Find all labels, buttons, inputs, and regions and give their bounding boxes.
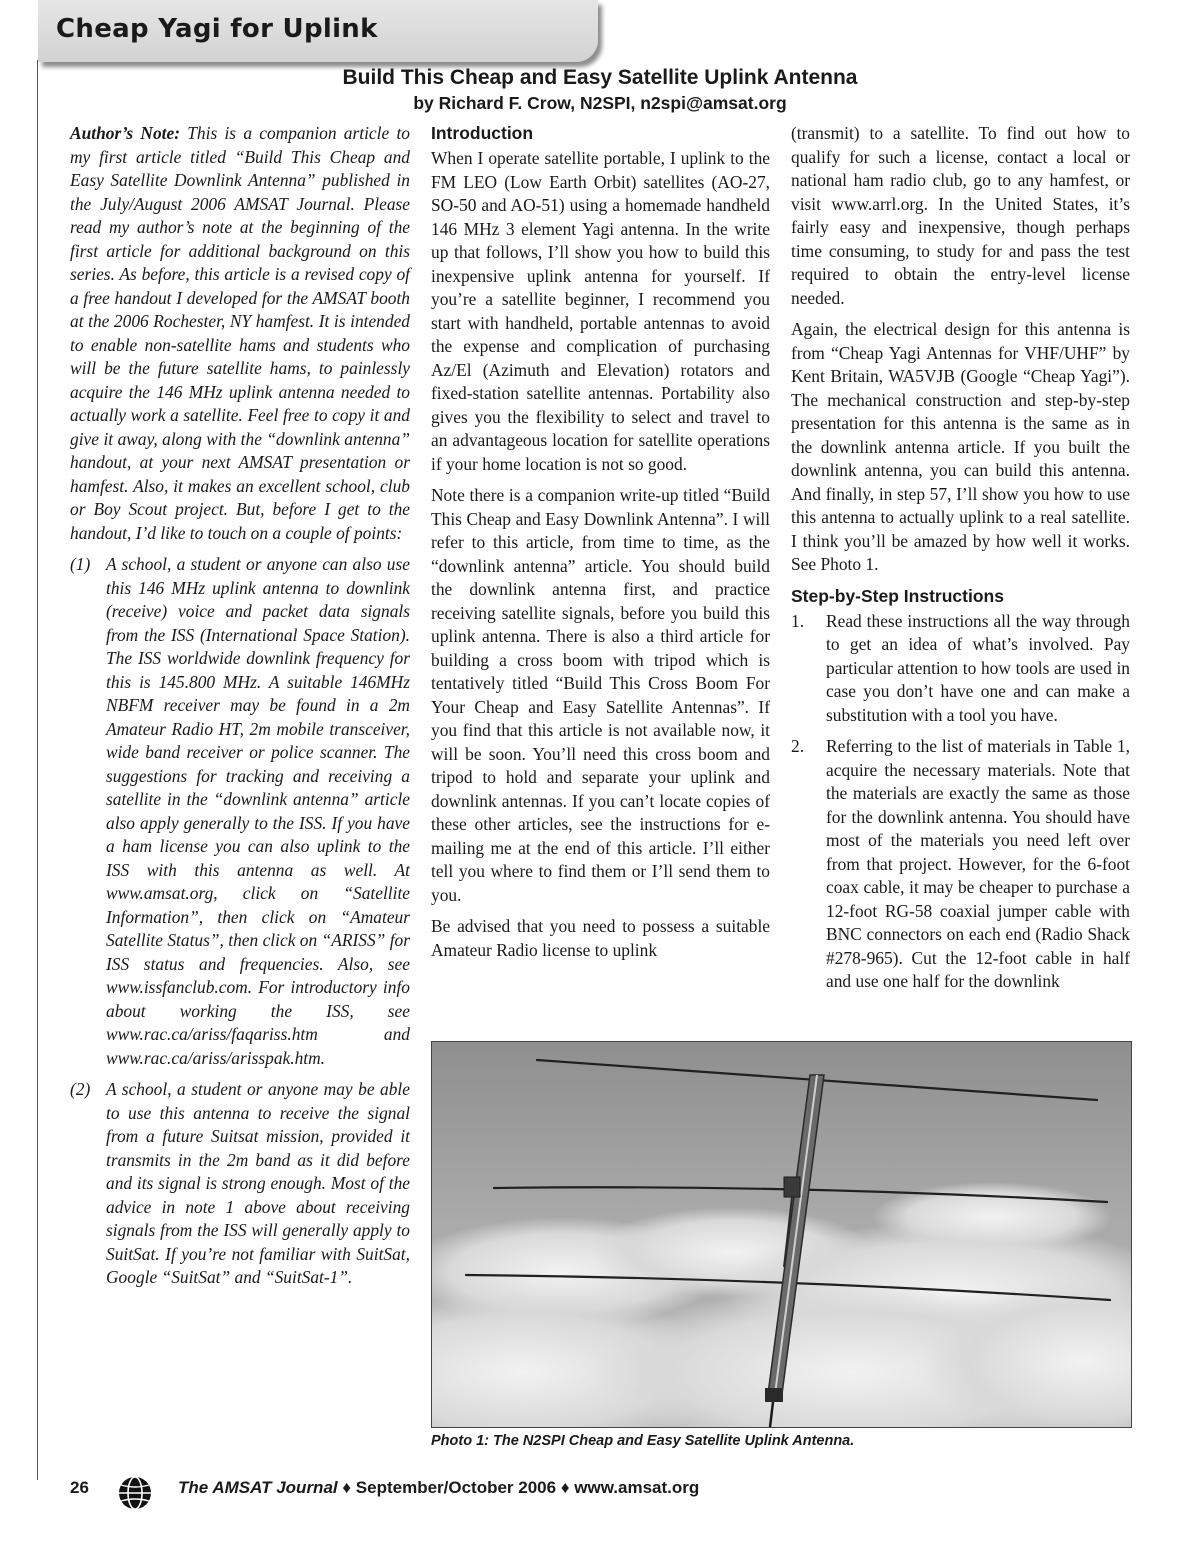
step-text: Read these instructions all the way through to get an idea of what’s involved. Pay particular attention to how tools are used in case you don’t have one and can make a substitution with a tool you have. — [826, 610, 1130, 725]
author-note-text: This is a companion article to my first article titled “Build This Cheap and Easy Satellite Downlink Antenna” published in the July/August 2006 AMSAT Journal. Please read my author’s note at the beginning of the first article for additional background on this series. As before, this article is a revised copy of a free handout I developed for the AMSAT booth at the 2006 Rochester, NY hamfest. It is intended to enable non-satellite hams and students who will be the future satellite hams, to painlessly acquire the 146 MHz uplink antenna needed to actually work a satellite. Feel free to copy it and give it away, along with the “downlink antenna” handout, at your next AMSAT presentation or hamfest. Also, it makes an excellent school, club or Boy Scout project. But, before I get to the handout, I’d like to touch on a couple of points: — [70, 123, 410, 543]
introduction-heading: Introduction — [431, 123, 534, 143]
article-byline: by Richard F. Crow, N2SPI, n2spi@amsat.org — [413, 93, 787, 113]
author-note-point — [70, 553, 410, 1070]
paragraph: When I operate satellite portable, I uplink to the FM LEO (Low Earth Orbit) satellites (AO-27, SO-50 and AO-51) using a homemade handheld 146 MHz 3 element Yagi antenna. In the write up that follows, I’ll show you how to build this inexpensive uplink antenna for yourself. If you’re a satellite beginner, I recommend you start with handheld, portable antennas to avoid the expense and complication of purchasing Az/El (Azimuth and Elevation) rotators and fixed-station satellite antennas. Portability also gives you the flexibility to select and travel to an advantageous location for satellite operations if your home location is not so good. — [431, 148, 770, 474]
author-note — [70, 122, 410, 545]
point-text: A school, a student or anyone can also use this 146 MHz uplink antenna to downlink (receive) voice and packet data signals from the ISS (International Space Station). The ISS worldwide downlink frequency for this is 145.800 MHz. A suitable 146MHz NBFM receiver may be found in a 2m Amateur Radio HT, 2m mobile transceiver, wide band receiver or police scanner. The suggestions for tracking and receiving a satellite in the “downlink antenna” article also apply generally to the ISS. If you have a ham license you can also uplink to the ISS with this antenna as well. At www.amsat.org, click on “Satellite Information”, then click on “Amateur Satellite Status”, then click on “ARISS” for ISS status and frequencies. Also, see www.issfanclub.com. For introductory info about working the ISS, see www.rac.ca/ariss/faqariss.htm and www.rac.ca/ariss/arisspak.htm. — [106, 554, 410, 1068]
paragraph: Note there is a companion write-up titled “Build This Cheap and Easy Downlink Antenna”. I will refer to this article, from time to time, as the “downlink antenna” article. You should build the downlink antenna first, and practice receiving satellite signals, before you build this uplink antenna. There is also a third article for building a cross boom with tripod which is tentatively titled “Build This Cross Boom For Your Cheap and Easy Satellite Antennas”. If you find that this article is not available now, it will be soon. You’ll need this cross boom and tripod to hold and separate your uplink and downlink antennas. If you can’t locate copies of these other articles, see the instructions for e-mailing me at the end of this article. I’ll either tell you where to find them or I’ll send them to you. — [431, 485, 770, 905]
paragraph: Again, the electrical design for this antenna is from “Cheap Yagi Antennas for VHF/UHF” by Kent Britain, WA5VJB (Google “Cheap Yagi”). The mechanical construction and step-by-step presentation for this antenna is the same as in the downlink antenna article. If you built the downlink antenna, you can build this antenna. And finally, in step 57, I’ll show you how to use this antenna to actually uplink to a real satellite. I think you’ll be amazed by how well it works. See Photo 1. — [791, 319, 1130, 574]
step-number: 2. — [791, 736, 805, 756]
amsat-globe-logo-icon — [116, 1474, 154, 1517]
issue-date: September/October 2006 — [355, 1478, 557, 1497]
page-number: 26 — [70, 1478, 89, 1497]
yagi-antenna-illustration — [432, 1042, 1131, 1427]
step-item — [791, 735, 1130, 994]
point-number: (2) — [70, 1079, 91, 1099]
left-margin-rule — [37, 60, 38, 1480]
step-text: Referring to the list of materials in Table 1, acquire the necessary materials. Note that the materials are exactly the same as those for the downlink antenna. You should have most of the materials you need left over from that project. However, for the 6-foot coax cable, it may be cheaper to purchase a 12-foot RG-58 coaxial jumper cable with BNC connectors on each end (Radio Shack #278-965). Cut the 12-foot cable in half and use one half for the downlink — [826, 736, 1130, 991]
author-note-label: Author’s Note: — [70, 123, 180, 143]
separator-icon: ♦ — [560, 1478, 570, 1497]
photo-caption: Photo 1: The N2SPI Cheap and Easy Satellite Uplink Antenna. — [431, 1433, 855, 1449]
point-text: A school, a student or anyone may be able to use this antenna to receive the signal from a future Suitsat mission, provided it transmits in the 2m band as it did before and its signal is strong enough. Most of the advice in note 1 above about receiving signals from the ISS will generally apply to SuitSat. If you’re not familiar with SuitSat, Google “SuitSat” and “SuitSat-1”. — [106, 1079, 410, 1287]
journal-name: The AMSAT Journal — [178, 1478, 338, 1497]
steps-column — [791, 122, 1130, 1002]
separator-icon: ♦ — [342, 1478, 352, 1497]
antenna-photo — [431, 1041, 1132, 1428]
page-footer — [70, 1478, 770, 1508]
step-item — [791, 610, 1130, 728]
section-tab — [38, 0, 598, 62]
author-note-point — [70, 1078, 410, 1290]
point-number: (1) — [70, 554, 91, 574]
steps-heading: Step-by-Step Instructions — [791, 585, 1004, 606]
journal-line — [178, 1478, 699, 1498]
feed-connector — [784, 1177, 800, 1197]
author-note-column — [70, 122, 410, 1298]
journal-url: www.amsat.org — [574, 1478, 700, 1497]
step-number: 1. — [791, 610, 805, 631]
introduction-column — [431, 122, 770, 970]
paragraph: (transmit) to a satellite. To find out how to qualify for such a license, contact a local or national ham radio club, go to any hamfest, or visit www.arrl.org. In the United States, it’s fairly easy and inexpensive, though perhaps time consuming, to study for and pass the test required to obtain the entry-level license needed. — [791, 123, 1130, 308]
paragraph: Be advised that you need to possess a suitable Amateur Radio license to uplink — [431, 916, 770, 960]
section-tab-title: Cheap Yagi for Uplink — [56, 14, 378, 44]
bnc-connector — [765, 1388, 783, 1402]
article-title: Build This Cheap and Easy Satellite Uplink Antenna — [342, 66, 858, 89]
